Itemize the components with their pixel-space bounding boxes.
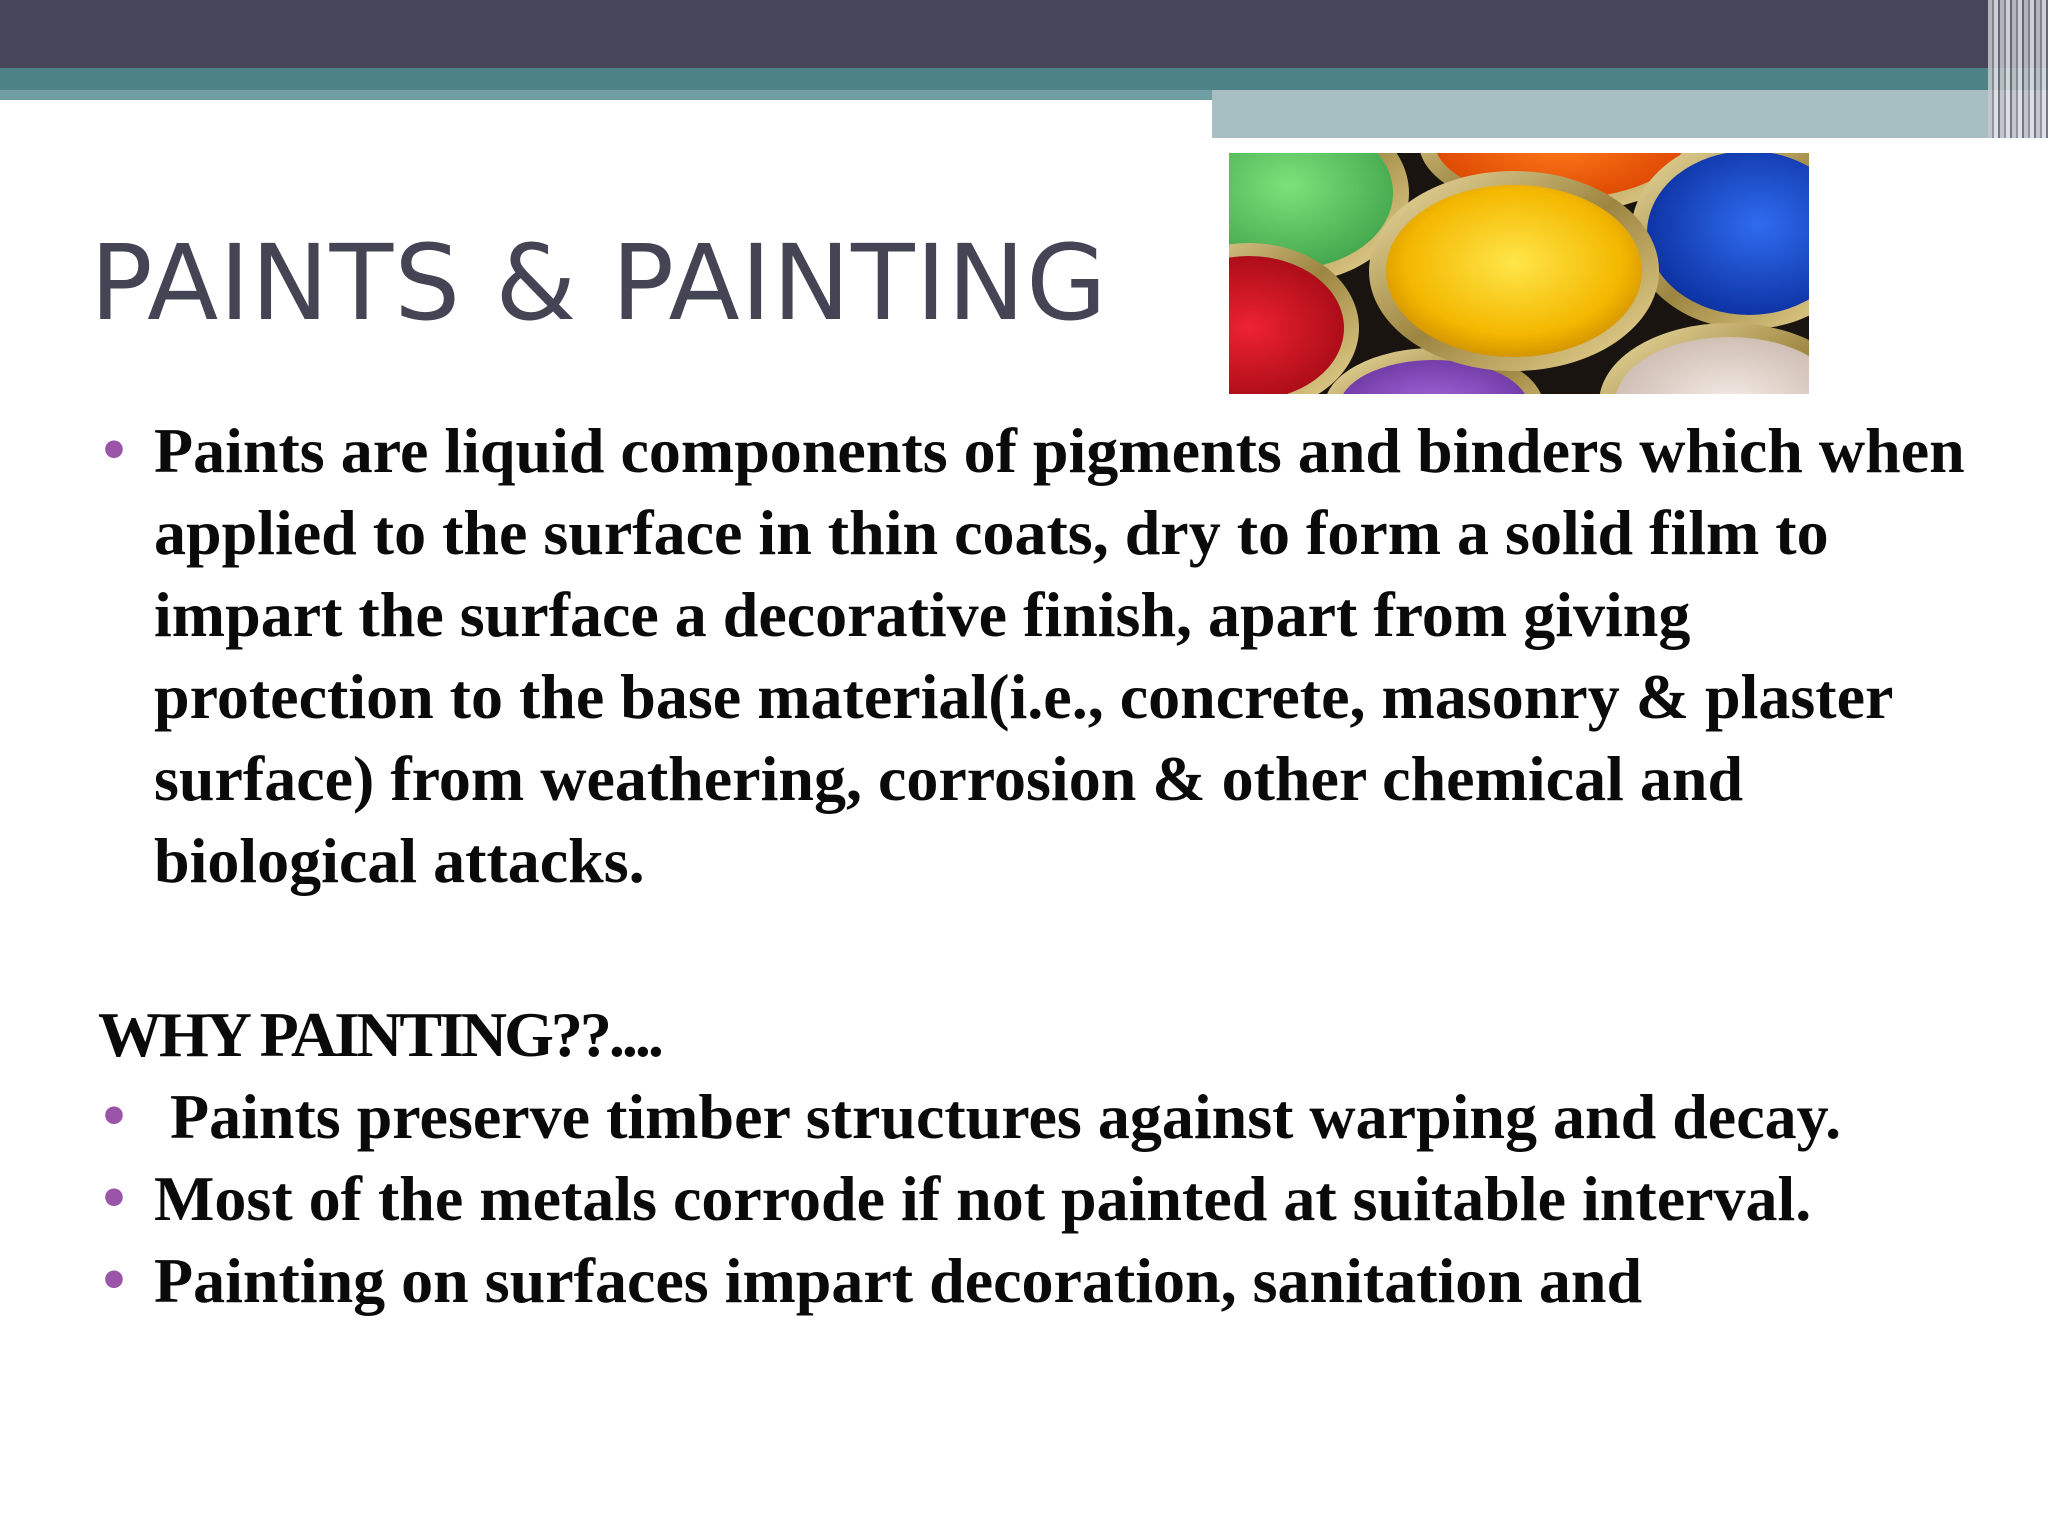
list-item [98,1158,1948,1240]
list-item-text: Most of the metals corrode if not painted at suitable interval. [154,1163,1812,1234]
header-bar-light [1212,90,2048,138]
intro-bullet [98,410,1984,902]
bullet-dot-icon: • [98,422,130,480]
header-stripes [1988,0,2048,138]
list-item [98,1240,1948,1322]
bullet-dot-icon: • [98,1170,130,1228]
list-item-text: Painting on surfaces impart decoration, sanitation and [154,1245,1643,1316]
list-item [98,1076,1948,1158]
header-bar-teal [0,68,2048,90]
header-bar-dark [0,0,2048,68]
bullet-dot-icon: • [98,1088,130,1146]
intro-bullet-text: Paints are liquid components of pigments and binders which when applied to the surface in thin coats, dry to form a solid film to impart the surface a decorative finish, apart from giving protection to the base material(i.e., concrete, masonry & plaster surface) from weathering, corrosion & other chemical and biological attacks. [154,415,1965,896]
slide-title: PAINTS & PAINTING [90,222,1108,344]
bullet-dot-icon: • [98,1252,130,1310]
paint-cans-image [1229,153,1809,394]
section-heading: WHY PAINTING??.... [98,999,661,1070]
list-item-text: Paints preserve timber structures against warping and decay. [154,1081,1842,1152]
slide-body [98,410,1965,1322]
header-bar-teal-thin [0,90,1212,100]
